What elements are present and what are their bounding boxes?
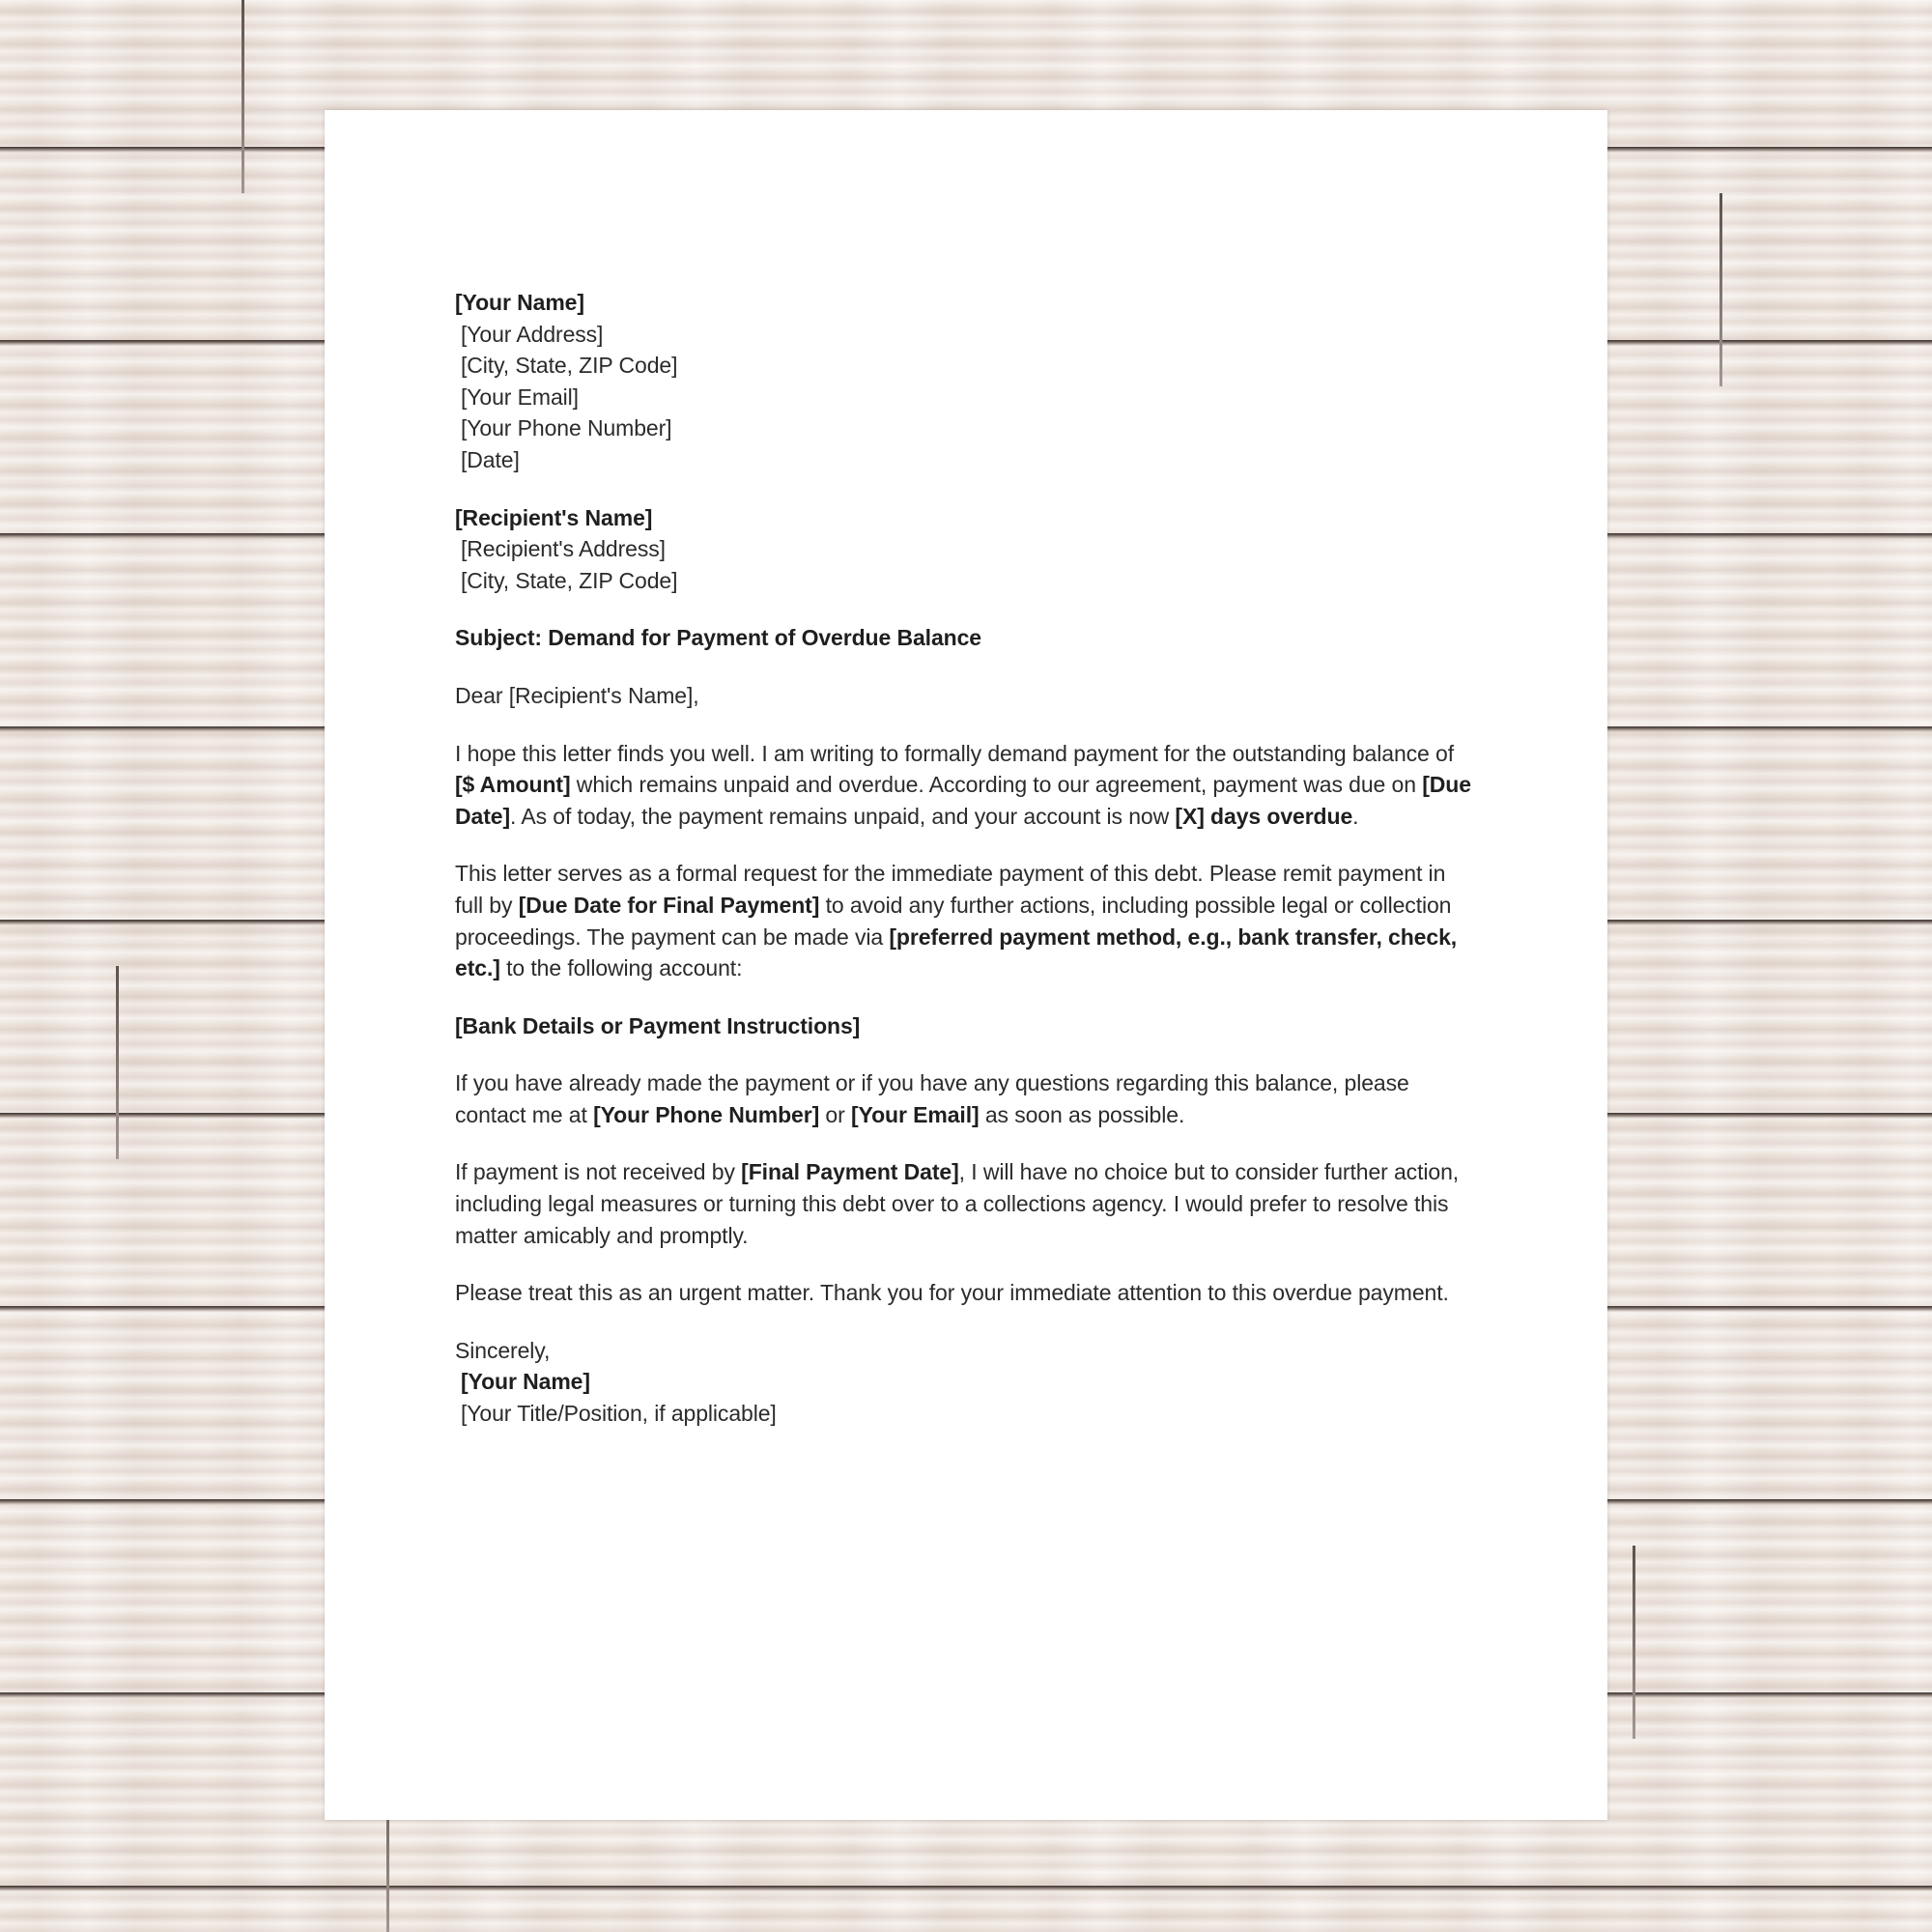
paragraph-consequences xyxy=(455,1156,1479,1251)
plank-joint xyxy=(1633,1546,1635,1739)
paragraph-urgent: Please treat this as an urgent matter. Thank you for your immediate attention to this overdue payment. xyxy=(455,1280,1449,1306)
paragraph-text: I hope this letter finds you well. I am writing to formally demand payment for the outstanding balance of xyxy=(455,740,1455,766)
sender-name: [Your Name] xyxy=(455,290,584,315)
paragraph-text: . As of today, the payment remains unpaid, and your account is now xyxy=(510,803,1176,829)
sender-address: [Your Address] xyxy=(461,321,604,347)
paragraph-text: If payment is not received by xyxy=(455,1159,742,1185)
recipient-block xyxy=(455,502,1479,597)
recipient-address: [Recipient's Address] xyxy=(461,536,666,562)
paragraph-contact xyxy=(455,1067,1479,1130)
sender-phone: [Your Phone Number] xyxy=(461,415,672,441)
plank-joint xyxy=(242,0,244,193)
paragraph-payment-request xyxy=(455,858,1479,983)
phone-placeholder: [Your Phone Number] xyxy=(593,1101,820,1127)
paragraph-text: which remains unpaid and overdue. According to our agreement, payment was due on xyxy=(570,772,1423,798)
paragraph-text: or xyxy=(819,1101,851,1127)
letter-body xyxy=(455,287,1479,1456)
paragraph-text: to avoid any further actions, including possible legal or collection proceedings. The payment can be made via xyxy=(455,892,1452,950)
payment-method-placeholder: [preferred payment method, e.g., bank transfer, check, etc.] xyxy=(455,923,1458,981)
sender-city-state-zip: [City, State, ZIP Code] xyxy=(461,353,678,379)
final-due-date-placeholder: [Due Date for Final Payment] xyxy=(518,892,820,918)
signature-name: [Your Name] xyxy=(461,1369,590,1395)
signature-title: [Your Title/Position, if applicable] xyxy=(461,1401,777,1427)
closing-block xyxy=(455,1335,1479,1430)
paragraph-text: . xyxy=(1352,803,1359,829)
paragraph-text: as soon as possible. xyxy=(979,1101,1185,1127)
email-placeholder: [Your Email] xyxy=(850,1101,980,1127)
paragraph-text: , I will have no choice but to consider further action, including legal measures or turning this debt over to a collections agency. I would prefer to resolve this matter amicably and promptly. xyxy=(455,1159,1460,1248)
plank-joint xyxy=(116,966,119,1159)
paragraph-text: to the following account: xyxy=(499,955,743,981)
salutation: Dear [Recipient's Name], xyxy=(455,682,699,708)
subject-line: Subject: Demand for Payment of Overdue Balance xyxy=(455,625,981,651)
amount-placeholder: [$ Amount] xyxy=(455,772,571,798)
sign-off: Sincerely, xyxy=(455,1337,551,1363)
recipient-name: [Recipient's Name] xyxy=(455,504,653,530)
recipient-city-state-zip: [City, State, ZIP Code] xyxy=(461,567,678,593)
bank-details-placeholder: [Bank Details or Payment Instructions] xyxy=(455,1012,861,1038)
paragraph-text: If you have already made the payment or if you have any questions regarding this balance, please contact me at xyxy=(455,1070,1409,1127)
days-overdue-placeholder: [X] days overdue xyxy=(1175,803,1353,829)
letter-date: [Date] xyxy=(461,446,520,472)
sender-block xyxy=(455,287,1479,476)
paragraph-overdue-notice xyxy=(455,738,1479,833)
bank-details xyxy=(455,1010,1479,1042)
final-payment-date-placeholder: [Final Payment Date] xyxy=(741,1159,959,1185)
paragraph-text: This letter serves as a formal request for the immediate payment of this debt. Please remit payment in full by xyxy=(455,861,1446,918)
due-date-placeholder: [Due Date] xyxy=(455,772,1471,829)
sender-email: [Your Email] xyxy=(461,384,579,410)
plank-joint xyxy=(1719,193,1722,386)
